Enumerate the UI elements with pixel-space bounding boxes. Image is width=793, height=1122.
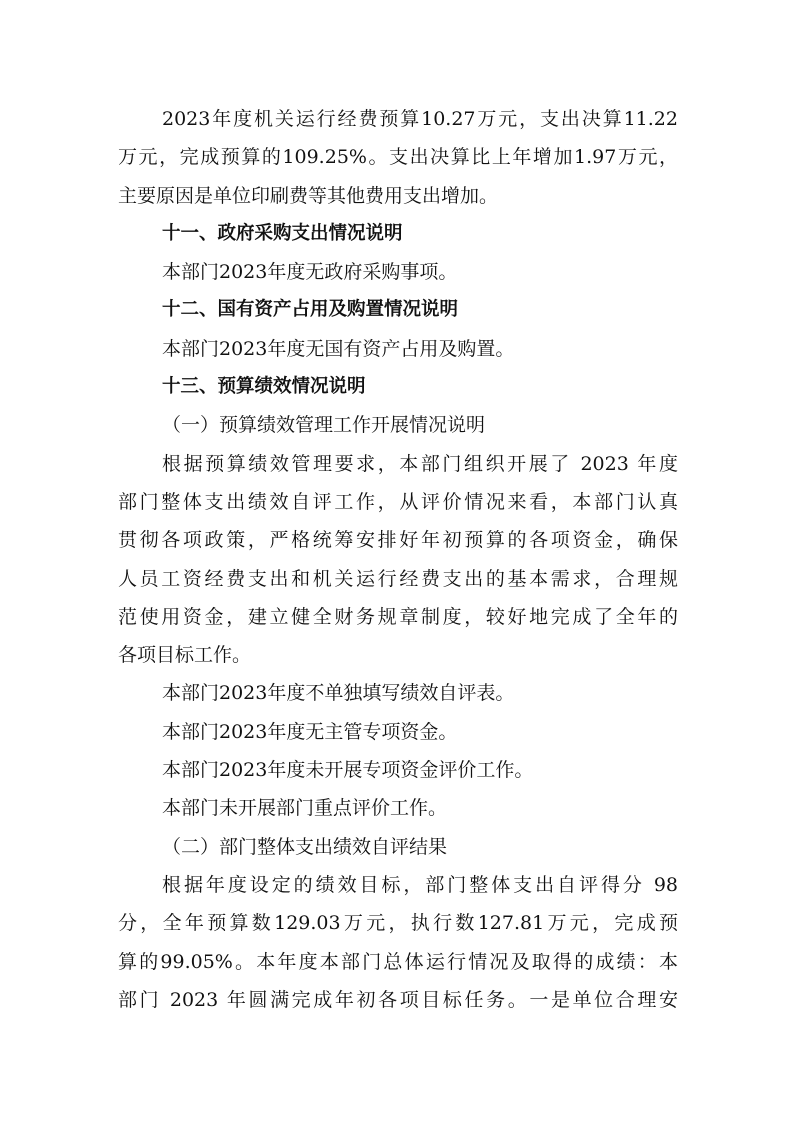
document-body (118, 100, 678, 1019)
paragraph-self-evaluation-results (118, 866, 678, 1019)
text-line: 主要原因是单位印刷费等其他费用支出增加。 (118, 184, 499, 207)
text-line: 本部门2023年度不单独填写绩效自评表。 (162, 682, 515, 705)
text-line: 2023年度机关运行经费预算10.27万元，支出决算11.22 (162, 108, 678, 130)
text-line: 贯彻各项政策，严格统筹安排好年初预算的各项资金，确保 (118, 529, 678, 552)
text-line: 根据预算绩效管理要求，本部门组织开展了 2023 年度 (162, 452, 678, 475)
subsection-heading-self-evaluation-results: （二）部门整体支出绩效自评结果 (162, 835, 448, 858)
text-line: 本部门2023年度无主管专项资金。 (162, 720, 458, 743)
text-line: 部门整体支出绩效自评工作，从评价情况来看，本部门认真 (118, 490, 678, 513)
text-line: 人员工资经费支出和机关运行经费支出的基本需求，合理规 (118, 567, 678, 590)
text-line: 万元，完成预算的109.25%。支出决算比上年增加1.97万元， (118, 146, 678, 169)
paragraph-operating-funds (118, 100, 678, 215)
text-line: 本部门2023年度无政府采购事项。 (162, 261, 458, 284)
section-heading-government-procurement: 十一、政府采购支出情况说明 (162, 222, 403, 244)
text-line: 本部门2023年度未开展专项资金评价工作。 (162, 759, 534, 782)
section-heading-budget-performance: 十三、预算绩效情况说明 (162, 376, 366, 398)
section-heading-state-assets: 十二、国有资产占用及购置情况说明 (162, 299, 459, 321)
text-line: 本部门未开展部门重点评价工作。 (162, 797, 448, 820)
text-line: 算的99.05%。本年度本部门总体运行情况及取得的成绩：本 (118, 950, 678, 973)
paragraph-performance-management (118, 445, 678, 675)
text-line: 部门 2023 年圆满完成年初各项目标任务。一是单位合理安 (118, 988, 678, 1011)
text-line: 根据年度设定的绩效目标，部门整体支出自评得分 98 (162, 873, 678, 896)
text-line: 本部门2023年度无国有资产占用及购置。 (162, 337, 515, 360)
text-line: 范使用资金，建立健全财务规章制度，较好地完成了全年的 (118, 605, 678, 628)
text-line: 各项目标工作。 (118, 644, 252, 667)
text-line: 分，全年预算数129.03万元，执行数127.81万元，完成预 (118, 912, 678, 935)
subsection-heading-performance-management: （一）预算绩效管理工作开展情况说明 (162, 414, 486, 437)
